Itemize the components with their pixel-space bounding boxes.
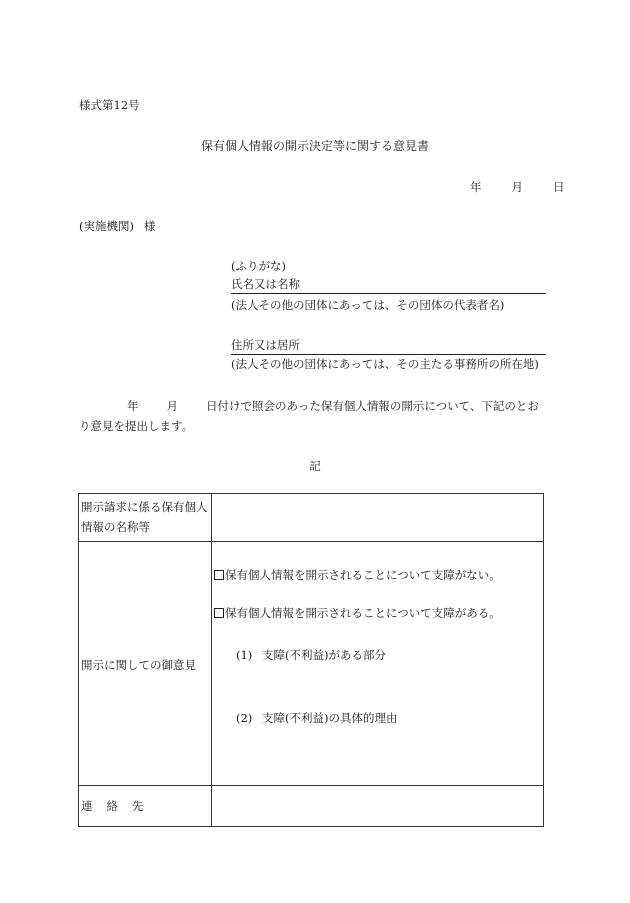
date-month: 月	[511, 180, 523, 194]
body-paragraph	[79, 396, 549, 436]
furigana-label: (ふりがな)	[231, 259, 286, 273]
option-has-issue[interactable]: 保有個人情報を開示されることについて支障がある。	[214, 605, 501, 621]
addressee-org: (実施機関)	[79, 219, 134, 233]
body-text: 日付けで照会のあった保有個人情報の開示について、下記のとおり意見を提出します。	[79, 399, 539, 433]
sub-item-1: (1) 支障(不利益)がある部分	[236, 648, 386, 662]
opinion-label: 開示に関しての御意見	[79, 542, 212, 786]
checkbox-icon[interactable]	[214, 608, 224, 618]
name-note: (法人その他の団体にあっては、その団体の代表者名)	[231, 298, 505, 312]
addressee	[79, 218, 155, 234]
option-no-issue[interactable]: 保有個人情報を開示されることについて支障がない。	[214, 567, 501, 583]
date-year: 年	[470, 180, 482, 194]
sub-item-2: (2) 支障(不利益)の具体的理由	[236, 711, 398, 725]
ki-heading: 記	[309, 459, 321, 473]
body-year: 年	[127, 399, 139, 413]
form-number: 様式第12号	[79, 98, 140, 112]
opinion-table	[78, 493, 544, 827]
info-name-value[interactable]	[212, 494, 544, 542]
info-name-label: 開示請求に係る保有個人情報の名称等	[79, 494, 212, 542]
table-row-info-name	[79, 494, 544, 542]
addressee-honorific: 様	[143, 219, 156, 233]
table-row-contact	[79, 786, 544, 827]
document-title: 保有個人情報の開示決定等に関する意見書	[200, 139, 429, 153]
checkbox-icon[interactable]	[214, 570, 224, 580]
address-field[interactable]: 住所又は居所	[231, 337, 546, 355]
contact-label: 連 絡 先	[79, 786, 212, 827]
contact-value[interactable]	[212, 786, 544, 827]
body-month: 月	[166, 399, 178, 413]
opinion-value	[212, 542, 544, 786]
address-note: (法人その他の団体にあっては、その主たる事務所の所在地)	[231, 357, 539, 371]
name-field[interactable]: 氏名又は名称	[231, 276, 546, 294]
date-day: 日	[553, 180, 565, 194]
table-row-opinion	[79, 542, 544, 786]
date-line	[470, 179, 565, 195]
